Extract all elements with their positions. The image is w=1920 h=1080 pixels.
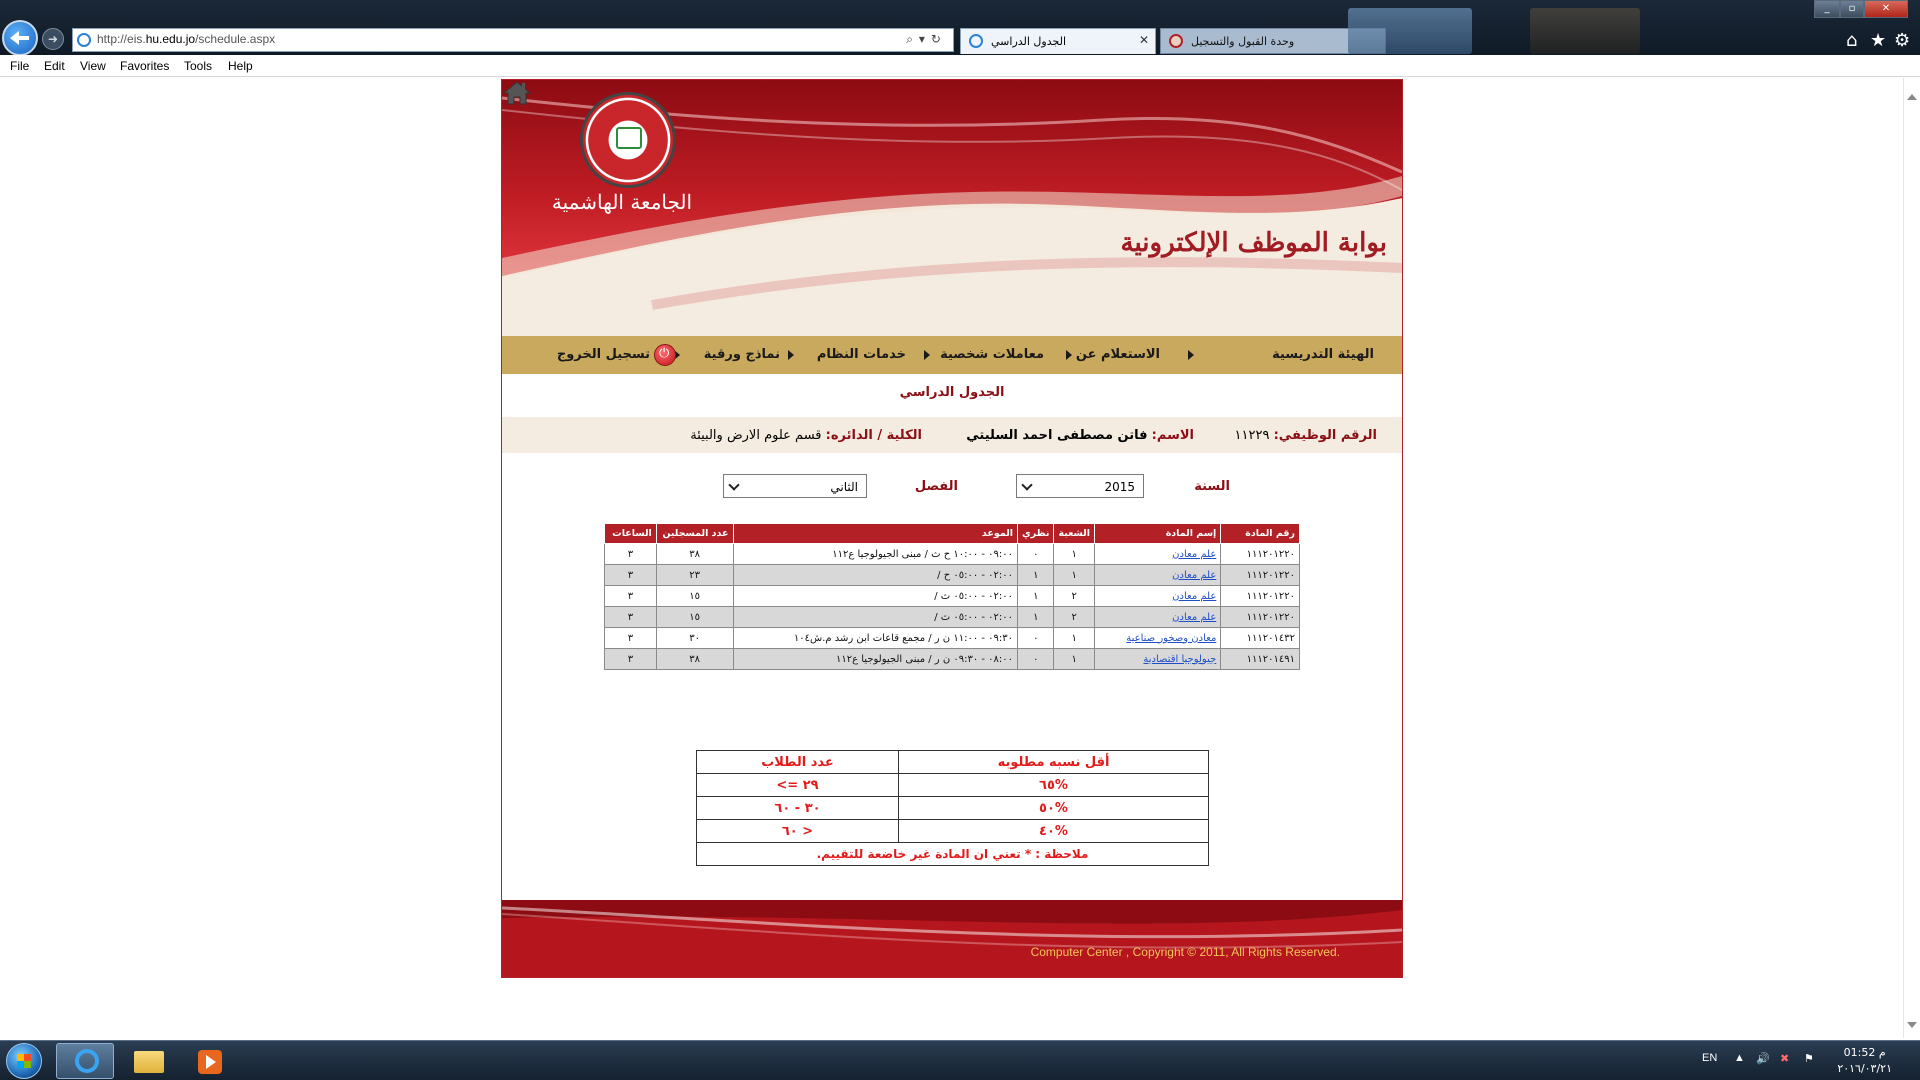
menu-bar (0, 55, 1920, 77)
taskbar-internet-explorer[interactable] (56, 1043, 114, 1079)
media-player-icon (198, 1050, 222, 1074)
close-window-button[interactable]: ✕ (1864, 0, 1908, 18)
clock-date: ٢٠١٦/٠٣/٢١ (1837, 1062, 1892, 1075)
back-button[interactable] (2, 20, 38, 56)
footer-waves (502, 900, 1402, 978)
cell-theory: ٠ (1018, 544, 1054, 565)
col-theory: نظري (1018, 524, 1054, 544)
grading-row (697, 797, 1209, 820)
cell-section: ١ (1054, 565, 1095, 586)
employee-department: الكلية / الدائره: قسم علوم الارض والبيئة (690, 428, 922, 443)
forward-button[interactable]: ➜ (42, 28, 64, 50)
header-banner (502, 80, 1402, 336)
table-row (605, 628, 1300, 649)
employee-id: الرقم الوظيفي: ١١٢٢٩ (1234, 428, 1377, 443)
browser-titlebar (0, 0, 1920, 55)
course-link[interactable]: علم معادن (1172, 590, 1217, 602)
cell-enrolled: ١٥ (656, 586, 733, 607)
menu-view[interactable]: View (80, 59, 106, 73)
grading-table (696, 750, 1209, 866)
cell-enrolled: ٣٨ (656, 649, 733, 670)
cell-course-number: ١١١٢٠١٤٣٢ (1221, 628, 1300, 649)
show-hidden-icons-icon[interactable]: ▲ (1734, 1052, 1745, 1064)
favorites-star-icon[interactable]: ★ (1870, 30, 1887, 51)
url-text[interactable]: http://eis.hu.edu.jo/schedule.aspx (97, 32, 276, 46)
nav-logout[interactable]: تسجيل الخروج (556, 347, 650, 362)
windows-taskbar (0, 1040, 1920, 1080)
cell-course-name (1094, 544, 1220, 565)
cell-time: ٠٩:٠٠ - ١٠:٠٠ ح ث / مبنى الجيولوجيا ع١١٢ (733, 544, 1018, 565)
action-center-icon[interactable]: ⚑ (1804, 1053, 1814, 1065)
cell-theory: ٠ (1018, 628, 1054, 649)
power-icon[interactable] (654, 344, 676, 366)
tab-label: الجدول الدراسي (991, 35, 1067, 48)
course-link[interactable]: علم معادن (1172, 569, 1217, 581)
menu-edit[interactable]: Edit (44, 59, 65, 73)
year-label: السنة (1194, 479, 1230, 494)
ghost-window-preview (1530, 8, 1640, 54)
language-indicator[interactable]: EN (1702, 1052, 1718, 1064)
cell-course-name (1094, 649, 1220, 670)
nav-arrow-icon (1066, 350, 1072, 360)
cell-section: ١ (1054, 544, 1095, 565)
grading-row (697, 774, 1209, 797)
cell-percentage: %٥٠ (899, 797, 1209, 820)
cell-theory: ١ (1018, 565, 1054, 586)
menu-help[interactable]: Help (228, 59, 253, 73)
taskbar-media-player[interactable] (180, 1043, 238, 1079)
cell-count-range: ٢٩ => (697, 774, 899, 797)
copyright-text: Computer Center , Copyright © 2011, All Rights Reserved. (1030, 945, 1340, 959)
cell-section: ٢ (1054, 607, 1095, 628)
col-course-number: رقم المادة (1221, 524, 1300, 544)
home-icon[interactable] (502, 80, 532, 106)
chevron-down-icon (1021, 479, 1032, 490)
nav-arrow-icon (1188, 350, 1194, 360)
page-title: الجدول الدراسي (899, 385, 1005, 400)
maximize-button[interactable]: ▫ (1840, 0, 1864, 18)
nav-arrow-icon (788, 350, 794, 360)
grading-note: ملاحظة : * تعني ان المادة غير خاضعة للتقييم. (697, 843, 1209, 866)
nav-inquiry[interactable]: الاستعلام عن (1075, 347, 1160, 362)
scroll-down-icon[interactable] (1907, 1022, 1917, 1028)
nav-system-services[interactable]: خدمات النظام (816, 347, 906, 362)
cell-course-name (1094, 565, 1220, 586)
cell-hours: ٣ (605, 544, 657, 565)
col-section: الشعبة (1054, 524, 1095, 544)
col-student-count: عدد الطلاب (697, 751, 899, 774)
menu-tools[interactable]: Tools (184, 59, 213, 73)
system-clock[interactable] (1837, 1045, 1892, 1077)
ghost-window-preview (1348, 8, 1472, 54)
semester-label: الفصل (914, 479, 958, 494)
close-tab-icon[interactable]: ✕ (1138, 33, 1149, 47)
cell-theory: ١ (1018, 586, 1054, 607)
ie-icon (75, 1049, 99, 1073)
address-tools[interactable]: ⌕▾↻ (906, 32, 947, 46)
clock-time: 01:52 م (1843, 1046, 1886, 1059)
cell-percentage: %٦٥ (899, 774, 1209, 797)
col-course-name: إسم المادة (1094, 524, 1220, 544)
tab-label: وحدة القبول والتسجيل (1191, 35, 1295, 48)
course-link[interactable]: جيولوجيا اقتصادية (1143, 653, 1217, 665)
table-header-row (605, 524, 1300, 544)
cell-count-range: < ٦٠ (697, 820, 899, 843)
main-nav (502, 336, 1402, 374)
site-tab-icon (1169, 34, 1183, 48)
cell-enrolled: ٣٠ (656, 628, 733, 649)
cell-section: ٢ (1054, 586, 1095, 607)
table-row (605, 607, 1300, 628)
university-name: الجامعة الهاشمية (551, 190, 693, 214)
cell-hours: ٣ (605, 628, 657, 649)
cell-time: ٠٨:٠٠ - ٠٩:٣٠ ن ر / مبنى الجيولوجيا ع١١٢ (733, 649, 1018, 670)
cell-course-number: ١١١٢٠١٢٢٠ (1221, 607, 1300, 628)
page-footer (502, 900, 1402, 978)
col-hours: الساعات (605, 524, 657, 544)
cell-course-name (1094, 586, 1220, 607)
chevron-down-icon (728, 479, 739, 490)
table-row (605, 649, 1300, 670)
minimize-button[interactable]: _ (1814, 0, 1840, 18)
cell-time: ٠٢:٠٠ - ٠٥:٠٠ ح / (733, 565, 1018, 586)
cell-course-number: ١١١٢٠١٤٩١ (1221, 649, 1300, 670)
vertical-scrollbar[interactable] (1903, 78, 1920, 1038)
nav-teaching-staff[interactable]: الهيئة التدريسية (1272, 347, 1374, 362)
nav-personal-transactions[interactable]: معاملات شخصية (940, 347, 1044, 362)
col-enrolled: عدد المسجلين (656, 524, 733, 544)
cell-hours: ٣ (605, 565, 657, 586)
cell-hours: ٣ (605, 586, 657, 607)
start-button[interactable] (6, 1043, 42, 1079)
portal-page (501, 79, 1403, 978)
menu-file[interactable]: File (10, 59, 30, 73)
cell-hours: ٣ (605, 607, 657, 628)
nav-paper-forms[interactable]: نماذج ورقية (703, 347, 780, 362)
cell-course-number: ١١١٢٠١٢٢٠ (1221, 586, 1300, 607)
network-warning-icon[interactable]: ✖ (1780, 1053, 1790, 1065)
semester-select[interactable]: الثاني (723, 474, 867, 498)
grading-header-row (697, 751, 1209, 774)
cell-time: ٠٩:٣٠ - ١١:٠٠ ن ر / مجمع قاعات ابن رشد م.ش١٠٤ (733, 628, 1018, 649)
home-toolbar-icon[interactable]: ⌂ (1846, 30, 1858, 51)
schedule-filters (502, 474, 1402, 504)
cell-section: ١ (1054, 649, 1095, 670)
logo-book-icon (616, 127, 642, 149)
grading-note-row (697, 843, 1209, 866)
cell-theory: ٠ (1018, 649, 1054, 670)
tab-schedule[interactable] (960, 28, 1156, 54)
schedule-table (604, 523, 1300, 670)
col-time: الموعد (733, 524, 1018, 544)
table-row (605, 565, 1300, 586)
folder-icon (134, 1051, 164, 1073)
cell-theory: ١ (1018, 607, 1054, 628)
course-link[interactable]: علم معادن (1172, 611, 1217, 623)
employee-info (502, 417, 1402, 453)
table-row (605, 586, 1300, 607)
scroll-up-icon[interactable] (1907, 94, 1917, 100)
cell-course-number: ١١١٢٠١٢٢٠ (1221, 565, 1300, 586)
cell-section: ١ (1054, 628, 1095, 649)
grading-row (697, 820, 1209, 843)
ie-tab-icon (969, 34, 983, 48)
course-link[interactable]: علم معادن (1172, 548, 1217, 560)
cell-percentage: %٤٠ (899, 820, 1209, 843)
cell-hours: ٣ (605, 649, 657, 670)
volume-icon[interactable]: 🔊 (1756, 1053, 1770, 1065)
cell-enrolled: ٢٣ (656, 565, 733, 586)
cell-course-name (1094, 607, 1220, 628)
cell-course-number: ١١١٢٠١٢٢٠ (1221, 544, 1300, 565)
taskbar-explorer[interactable] (120, 1043, 178, 1079)
nav-arrow-icon (924, 350, 930, 360)
cell-time: ٠٢:٠٠ - ٠٥:٠٠ ث / (733, 607, 1018, 628)
settings-gear-icon[interactable]: ⚙ (1894, 30, 1911, 51)
cell-count-range: ٣٠ - ٦٠ (697, 797, 899, 820)
table-row (605, 544, 1300, 565)
col-min-percentage: أقل نسبه مطلوبه (899, 751, 1209, 774)
address-bar[interactable] (72, 28, 954, 52)
university-logo[interactable] (580, 92, 676, 188)
portal-title: بوابة الموظف الإلكترونية (1120, 228, 1387, 258)
menu-favorites[interactable]: Favorites (120, 59, 170, 73)
ie-page-icon (77, 33, 91, 47)
cell-course-name (1094, 628, 1220, 649)
cell-enrolled: ٣٨ (656, 544, 733, 565)
year-select[interactable]: 2015 (1016, 474, 1144, 498)
course-link[interactable]: معادن وصخور صناعية (1126, 632, 1217, 644)
cell-time: ٠٢:٠٠ - ٠٥:٠٠ ث / (733, 586, 1018, 607)
cell-enrolled: ١٥ (656, 607, 733, 628)
employee-name: الاسم: فاتن مصطفى احمد السليتي (966, 428, 1194, 443)
